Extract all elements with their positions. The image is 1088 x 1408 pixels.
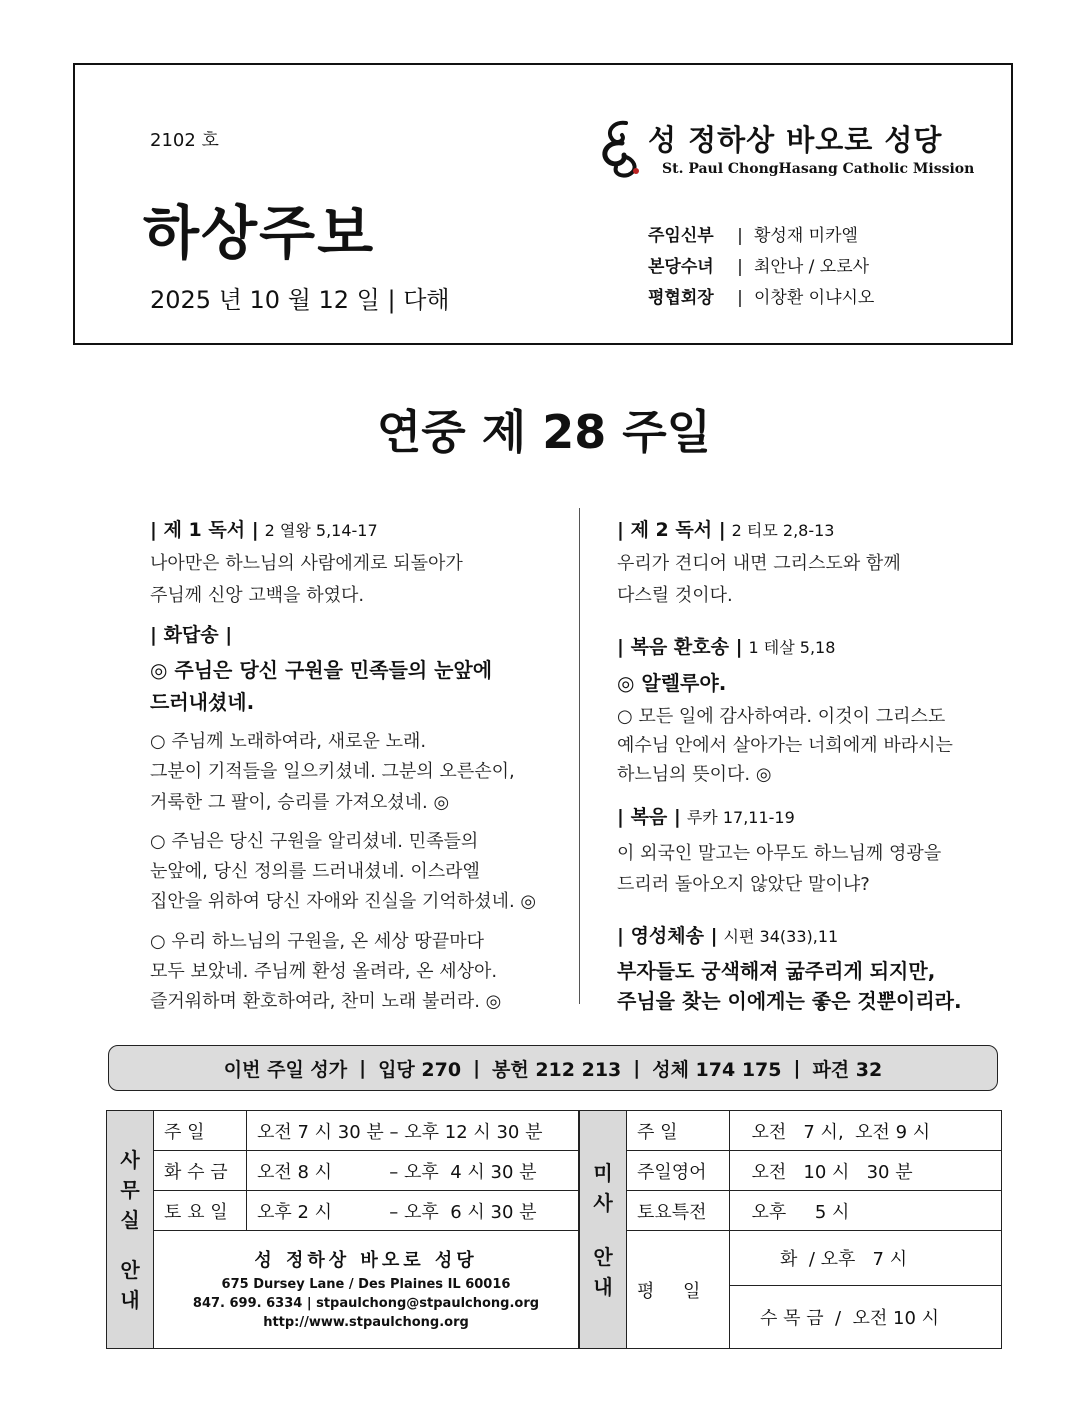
gospel-heading: | 복음 | 루카 17,11-19 [617, 806, 795, 828]
office-time: 오전 8 시 – 오후 4 시 30 분 [247, 1151, 579, 1191]
psalm-verse-line: 즐거워하며 환호하여라, 찬미 노래 불러라. ◎ [150, 991, 502, 1012]
bulletin-title: 하상주보 [143, 199, 376, 267]
staff-name: 최안나 / 오로사 [754, 257, 870, 277]
mass-time: 오후 5 시 [730, 1191, 1002, 1231]
psalm-verse-line: 거룩한 그 팔이, 승리를 가져오셨네. ◎ [150, 792, 450, 813]
hymn-entrance: 입당 270 [378, 1058, 462, 1081]
hymn-communion: 성체 174 175 [652, 1058, 782, 1081]
communion-line: 부자들도 궁색해져 굶주리게 되지만, [617, 959, 936, 983]
church-contact-info [154, 1231, 579, 1349]
office-hours-table [106, 1110, 579, 1349]
second-reading-line: 우리가 견디어 내면 그리스도와 함께 [617, 553, 901, 574]
mass-weekday-time: 화 / 오후 7 시 [730, 1231, 1002, 1286]
staff-row-council: 평협회장 | 이창환 이냐시오 [648, 283, 874, 308]
gospel-acclamation-heading: | 복음 환호송 | 1 테살 5,18 [617, 636, 836, 658]
staff-name: 이창환 이냐시오 [754, 288, 875, 308]
mass-schedule-table [579, 1110, 1002, 1349]
first-reading-line: 나아만은 하느님의 사람에게로 되돌아가 [150, 553, 463, 574]
bulletin-date: 2025 년 10 월 12 일 | 다해 [150, 286, 450, 314]
church-logo-icon [596, 117, 644, 179]
office-time: 오전 7 시 30 분 – 오후 12 시 30 분 [247, 1111, 579, 1151]
staff-row-sister: 본당수녀 | 최안나 / 오로사 [648, 252, 869, 277]
psalm-verse-line: 그분이 기적들을 일으키셨네. 그분의 오른손이, [150, 761, 515, 782]
second-reading-heading: | 제 2 독서 | 2 티모 2,8-13 [617, 519, 835, 541]
psalm-verse-line: 눈앞에, 당신 정의를 드러내셨네. 이스라엘 [150, 861, 480, 882]
acclamation-line: ○ 모든 일에 감사하여라. 이것이 그리스도 [617, 706, 946, 727]
gospel-acclamation-ref: 1 테살 5,18 [748, 638, 836, 657]
acclamation-line: 하느님의 뜻이다. ◎ [617, 764, 772, 785]
psalm-verse-line: ○ 주님께 노래하여라, 새로운 노래. [150, 731, 427, 752]
gospel-label: 복음 [630, 806, 668, 828]
church-phone-email: 847. 699. 6334 | stpaulchong@stpaulchong.org [192, 1296, 540, 1311]
mass-weekday-time: 수 목 금 / 오전 10 시 [730, 1286, 1002, 1349]
mass-time: 오전 10 시 30 분 [730, 1151, 1002, 1191]
office-day: 토 요 일 [154, 1191, 247, 1231]
psalm-label: 화답송 [163, 624, 219, 646]
sunday-title: 연중 제 28 주일 [376, 405, 712, 459]
gospel-line: 드리러 돌아오지 않았단 말이냐? [617, 874, 870, 895]
mass-day: 주 일 [627, 1111, 730, 1151]
church-website-link[interactable]: http://www.stpaulchong.org [263, 1315, 469, 1330]
psalm-verse-line: ○ 주님은 당신 구원을 알리셨네. 민족들의 [150, 831, 479, 852]
office-day: 주 일 [154, 1111, 247, 1151]
hymn-banner: 이번 주일 성가 | 입당 270 | 봉헌 212 213 | 성체 174 175 | 파견 32 [108, 1045, 998, 1091]
psalm-heading: | 화답송 | [150, 624, 233, 646]
second-reading-label: 제 2 독서 [630, 519, 713, 541]
hymn-recessional: 파견 32 [812, 1058, 883, 1081]
first-reading-line: 주님께 신앙 고백을 하였다. [150, 585, 365, 606]
first-reading-ref: 2 열왕 5,14-17 [264, 521, 378, 540]
first-reading-label: 제 1 독서 [163, 519, 246, 541]
communion-label: 영성체송 [630, 925, 704, 947]
church-address: 675 Dursey Lane / Des Plaines IL 60016 [221, 1277, 511, 1292]
second-reading-ref: 2 티모 2,8-13 [731, 521, 835, 540]
psalm-verse-line: ○ 우리 하느님의 구원을, 온 세상 땅끝마다 [150, 931, 484, 952]
mass-side-label: 미 사 안 내 [580, 1111, 627, 1349]
communion-ref: 시편 34(33),11 [723, 927, 839, 946]
psalm-verse-line: 모두 보았네. 주님께 환성 올려라, 온 세상아. [150, 961, 498, 982]
issue-number: 2102 호 [150, 130, 219, 151]
staff-role: 평협회장 [648, 288, 714, 308]
mass-weekday-label: 평 일 [627, 1231, 730, 1349]
hymn-offertory: 봉헌 212 213 [492, 1058, 622, 1081]
office-time: 오후 2 시 – 오후 6 시 30 분 [247, 1191, 579, 1231]
first-reading-heading: | 제 1 독서 | 2 열왕 5,14-17 [150, 519, 378, 541]
gospel-line: 이 외국인 말고는 아무도 하느님께 영광을 [617, 843, 942, 864]
psalm-response: ◎ 주님은 당신 구원을 민족들의 눈앞에 [150, 658, 493, 682]
acclamation-line: 예수님 안에서 살아가는 너희에게 바라시는 [617, 735, 953, 756]
staff-role: 본당수녀 [648, 257, 714, 277]
church-name-korean: 성 정하상 바오로 성당 [648, 123, 943, 157]
psalm-verse-line: 집안을 위하여 당신 자애와 진실을 기억하셨네. ◎ [150, 891, 537, 912]
office-day: 화 수 금 [154, 1151, 247, 1191]
gospel-ref: 루카 17,11-19 [686, 808, 795, 827]
staff-row-pastor: 주임신부 | 황성재 미카엘 [648, 221, 858, 246]
info-church-name: 성 정하상 바오로 성당 [254, 1250, 478, 1271]
communion-line: 주님을 찾는 이에게는 좋은 것뿐이리라. [617, 989, 962, 1013]
staff-role: 주임신부 [648, 226, 714, 246]
hymn-title: 이번 주일 성가 [223, 1058, 348, 1081]
second-reading-line: 다스릴 것이다. [617, 585, 733, 606]
psalm-response: 드러내셨네. [150, 690, 255, 714]
office-side-label: 사 무 실 안 내 [107, 1111, 154, 1349]
church-name-english: St. Paul ChongHasang Catholic Mission [662, 161, 975, 177]
communion-heading: | 영성체송 | 시편 34(33),11 [617, 925, 839, 947]
mass-time: 오전 7 시, 오전 9 시 [730, 1111, 1002, 1151]
column-divider [579, 508, 580, 1004]
mass-day: 토요특전 [627, 1191, 730, 1231]
mass-day: 주일영어 [627, 1151, 730, 1191]
staff-name: 황성재 미카엘 [754, 226, 858, 246]
gospel-acclamation-label: 복음 환호송 [630, 636, 729, 658]
alleluia-response: ◎ 알렐루야. [617, 671, 727, 695]
